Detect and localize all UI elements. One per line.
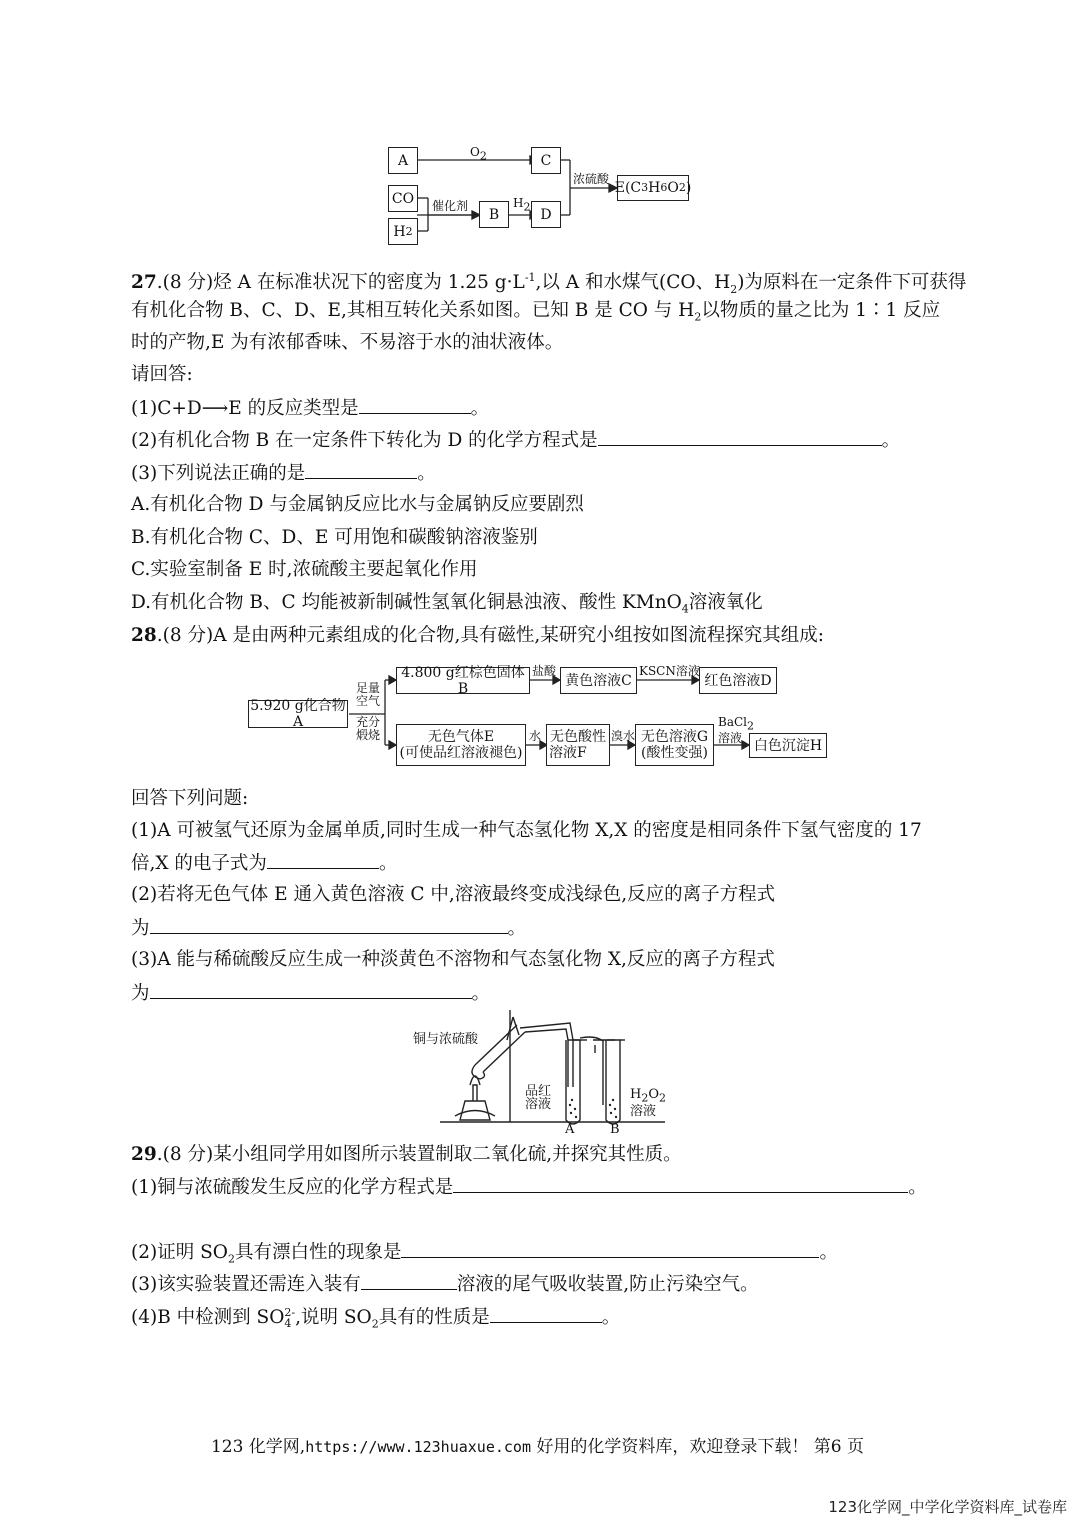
q27-line2: 有机化合物 B、C、D、E,其相互转化关系如图。已知 B 是 CO 与 $H_2$以物质的量之比为 1∶1 反应 [131, 300, 941, 324]
box-compound-a: 5.920 g化合物A [248, 700, 348, 728]
box-gas-e: 无色气体E (可使品红溶液褪色) [396, 724, 526, 766]
q29-intro: 29.(8 分)某小组同学用如图所示装置制取二氧化硫,并探究其性质。 [131, 1144, 682, 1165]
watermark: 123化学网_中学化学资料库_试卷库 [828, 1498, 1067, 1516]
label-bacl2: BaCl$_2$ 溶液 [718, 715, 754, 746]
answer-blank[interactable] [453, 1174, 908, 1193]
q27-part1: (1)C+D⟶E 的反应类型是 。 [131, 395, 489, 422]
footer-url[interactable]: https://www.123huaxue.com [305, 1438, 531, 1456]
q27-option-a: A.有机化合物 D 与金属钠反应比水与金属钠反应要剧烈 [131, 494, 584, 515]
footer-slogan: 好用的化学资料库，欢迎登录下载！ 第6 页 [531, 1437, 865, 1457]
answer-blank[interactable] [305, 460, 417, 479]
q27-part3: (3)下列说法正确的是 。 [131, 460, 436, 487]
box-b: B [479, 201, 509, 228]
q29-part2: (2)证明 $SO_2$具有漂白性的现象是 。 [131, 1239, 838, 1273]
q28-part2b: 为 。 [131, 915, 526, 942]
answer-blank[interactable] [361, 1271, 457, 1290]
box-c: C [531, 147, 561, 174]
answer-blank[interactable] [401, 1239, 819, 1258]
label-water: 水 [529, 729, 542, 743]
box-solution-d: 红色溶液D [699, 667, 777, 694]
label-catalyst: 催化剂 [432, 199, 469, 213]
q27-line3: 时的产物,E 为有浓郁香味、不易溶于水的油状液体。 [131, 332, 564, 353]
q27-part2: (2)有机化合物 B 在一定条件下转化为 D 的化学方程式是 。 [131, 427, 900, 454]
label-h2o2: $H_2O_2$ 溶液 [630, 1087, 667, 1119]
q28-part3b: 为 。 [131, 980, 490, 1007]
box-precipitate-h: 白色沉淀H [749, 733, 827, 758]
q27-line1: 27.(8 分)烃 A 在标准状况下的密度为 1.25 $g\cdot L^{-1}$,以 A 和水煤气(CO、$H_2$)为原料在一定条件下可获得 [131, 271, 967, 296]
q28-part2a: (2)若将无色气体 E 通入黄色溶液 C 中,溶液最终变成浅绿色,反应的离子方程式 [131, 884, 776, 905]
label-kscn: KSCN溶液 [639, 664, 700, 678]
q27-option-b: B.有机化合物 C、D、E 可用饱和碳酸钠溶液鉴别 [131, 527, 538, 548]
footer-site: 123 化学网, [210, 1437, 306, 1457]
label-bromine-water: 溴水 [611, 729, 636, 743]
box-solution-c: 黄色溶液C [560, 667, 637, 694]
box-co: CO [388, 185, 418, 212]
answer-blank[interactable] [150, 915, 508, 934]
q28-part3a: (3)A 能与稀硫酸反应生成一种淡黄色不溶物和气态氢化物 X,反应的离子方程式 [131, 949, 775, 970]
label-o2: $O_2$ [470, 145, 487, 163]
label-tube-a: A [565, 1122, 575, 1137]
q29-part3: (3)该实验装置还需连入装有 溶液的尾气吸收装置,防止污染空气。 [131, 1271, 759, 1298]
q28-prompt: 回答下列问题: [131, 788, 249, 809]
box-solution-f: 无色酸性 溶液F [546, 724, 610, 766]
box-h2: H 2 [388, 218, 418, 245]
q29-part4: (4)B 中检测到 SO 2- 4 ,说明 $SO_2$具有的性质是 。 [131, 1306, 621, 1331]
label-h2: $H_2$ [513, 196, 531, 214]
apparatus-drawing [425, 1005, 685, 1140]
box-e: E(C 3 H 6 O 2 ) [617, 175, 689, 201]
answer-blank[interactable] [598, 427, 882, 446]
answer-blank[interactable] [490, 1304, 602, 1323]
box-solution-g: 无色溶液G (酸性变强) [635, 724, 714, 766]
q28-intro: 28.(8 分)A 是由两种元素组成的化合物,具有磁性,某研究小组按如图流程探究其组成: [131, 625, 824, 646]
q27-option-c: C.实验室制备 E 时,浓硫酸主要起氧化作用 [131, 559, 478, 580]
answer-blank[interactable] [359, 395, 471, 414]
label-excess-air: 足量 空气 [356, 681, 381, 708]
page-footer [0, 1432, 1075, 1457]
label-calcine: 充分 煅烧 [356, 715, 381, 742]
label-tube-b: B [610, 1122, 620, 1137]
q27-option-d: D.有机化合物 B、C 均能被新制碱性氢氧化铜悬浊液、酸性 KMnO$_4$溶液氧化 [131, 592, 763, 616]
box-solid-b: 4.800 g红棕色固体B [396, 667, 530, 694]
answer-blank[interactable] [150, 980, 472, 999]
label-pinhong: 品红 溶液 [525, 1084, 552, 1112]
q27-prompt: 请回答: [131, 364, 193, 385]
q28-part1a: (1)A 可被氢气还原为金属单质,同时生成一种气态氢化物 X,X 的密度是相同条件下氢气密度的 17 [131, 820, 922, 841]
box-a: A [388, 147, 418, 174]
label-copper-acid: 铜与浓硫酸 [413, 1032, 479, 1047]
q28-part1b: 倍,X 的电子式为 。 [131, 850, 397, 877]
box-d: D [531, 201, 561, 228]
q29-part1: (1)铜与浓硫酸发生反应的化学方程式是 。 [131, 1174, 927, 1201]
label-hcl: 盐酸 [532, 664, 557, 678]
answer-blank[interactable] [267, 850, 379, 869]
label-conc-sulfuric: 浓硫酸 [573, 172, 610, 186]
